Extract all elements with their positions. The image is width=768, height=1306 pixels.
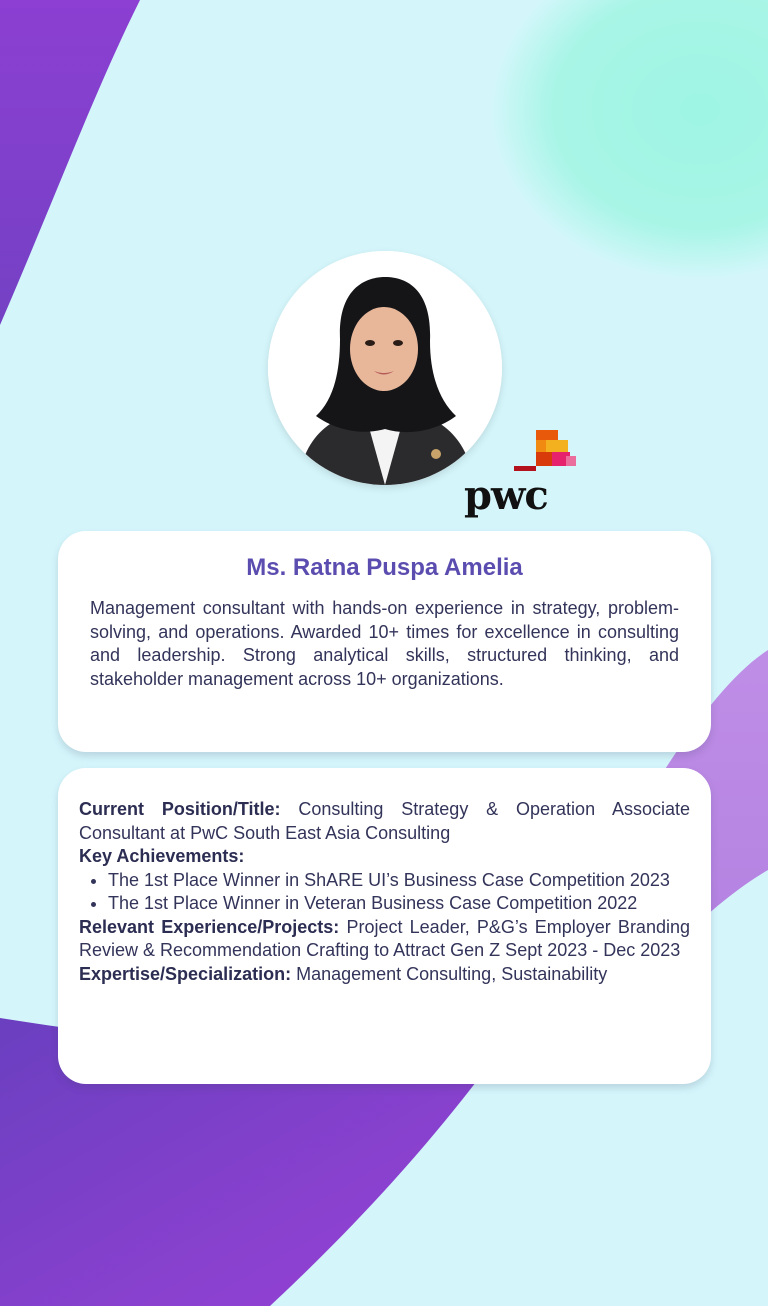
achievement-item: • The 1st Place Winner in ShARE UI’s Business Case Competition 2023 — [108, 869, 690, 893]
pwc-logo — [462, 430, 582, 520]
profile-card — [58, 531, 711, 752]
relevant-experience-label: Relevant Experience/Projects: — [79, 916, 340, 937]
profile-summary: Management consultant with hands-on experience in strategy, problem-solving, and operations. Awarded 10+ times for excellence in consulting and leadership. Strong analytical skills, structured thinking, and stakeholder management across 10+ organizations. — [90, 598, 679, 689]
relevant-experience-value: Project Leader, P&G’s Employer Branding Review & Recommendation Crafting to Attract Gen Z Sept 2023 - Dec 2023 — [79, 916, 690, 960]
profile-name: Ms. Ratna Puspa Amelia — [246, 554, 523, 581]
pwc-logo-text: pwc — [464, 472, 548, 519]
relevant-experience — [79, 916, 690, 963]
details-card — [58, 768, 711, 1084]
current-position-value: Consulting Strategy & Operation Associate Consultant at PwC South East Asia Consulting — [79, 799, 690, 843]
achievement-item: • The 1st Place Winner in Veteran Business Case Competition 2022 — [108, 892, 690, 916]
expertise — [79, 963, 690, 987]
key-achievements-label: Key Achievements: — [79, 846, 245, 866]
achievements-list — [79, 869, 690, 916]
expertise-value: Management Consulting, Sustainability — [291, 963, 608, 984]
pwc-logo-blocks — [512, 430, 576, 474]
current-position — [79, 798, 690, 845]
current-position-label: Current Position/Title: — [79, 799, 281, 819]
key-achievements-heading — [79, 845, 690, 869]
expertise-label: Expertise/Specialization: — [79, 963, 292, 984]
